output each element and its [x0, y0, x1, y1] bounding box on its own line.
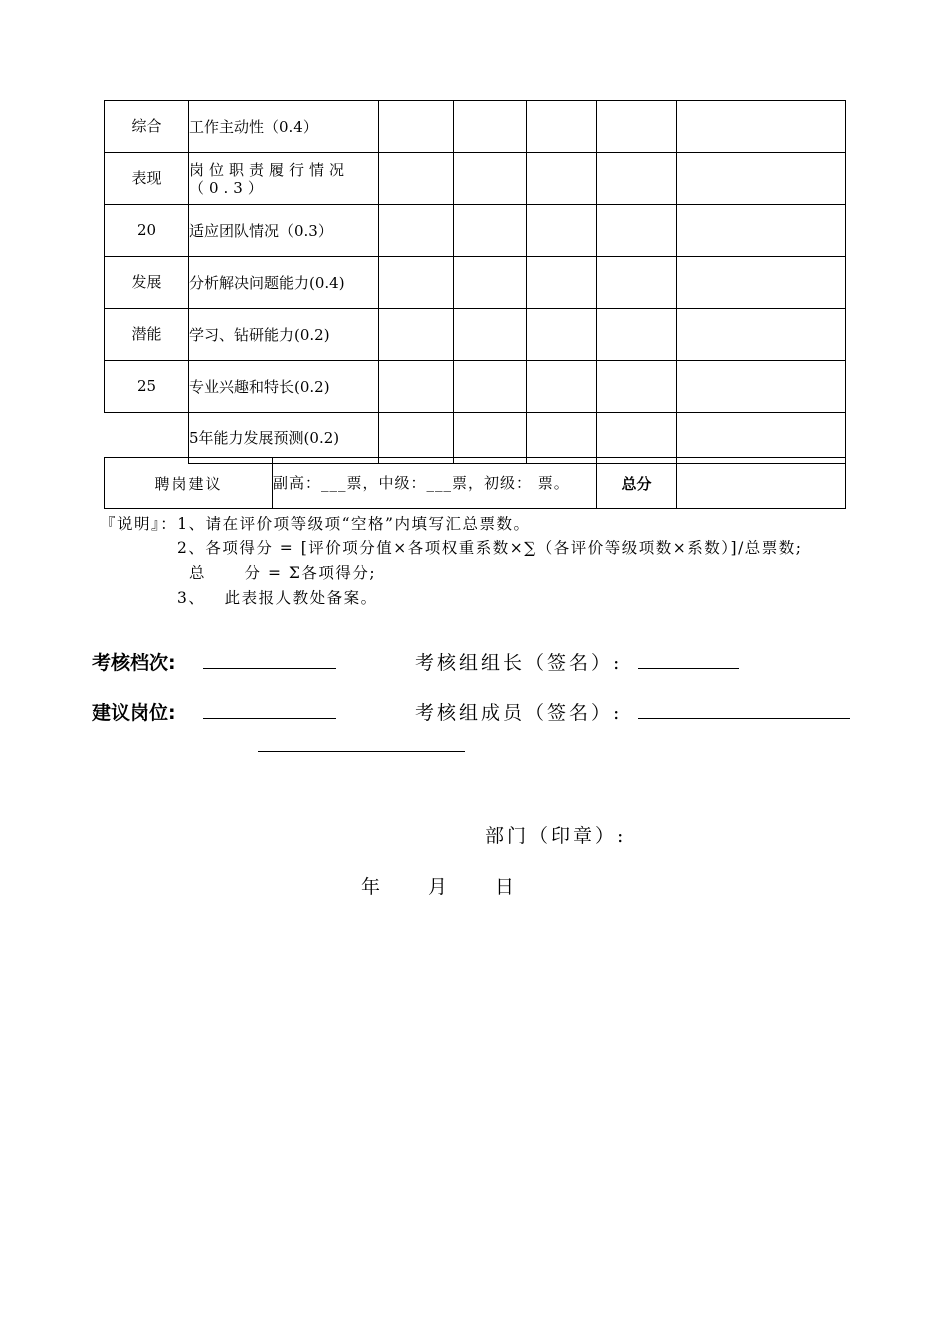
score-cell[interactable] [677, 101, 846, 153]
note-line-1: 『说明』：1、请在评价项等级项“空格”内填写汇总票数。 [100, 515, 531, 533]
member-label: 考核组成员（签名）: [415, 702, 623, 724]
category-performance-score: 20 [105, 205, 189, 257]
category-performance-line1: 综合 [105, 101, 189, 153]
score-cell[interactable] [379, 257, 454, 309]
score-cell[interactable] [379, 101, 454, 153]
recommend-text[interactable]: 副高：___票，中级：___票，初级： 票。 [273, 458, 597, 509]
note-line-2: 2、各项得分 = [评价项分值×各项权重系数×∑（各评价等级项数×系数）]/总票数; [177, 539, 803, 557]
score-cell[interactable] [527, 413, 597, 464]
item-duty-fulfillment: 岗位职责履行情况（0.3） [189, 153, 379, 205]
score-cell[interactable] [379, 153, 454, 205]
date-day: 日 [495, 876, 518, 898]
position-input-line[interactable] [203, 718, 336, 719]
grade-input-line[interactable] [203, 668, 336, 669]
score-cell[interactable] [527, 153, 597, 205]
score-cell[interactable] [527, 257, 597, 309]
leader-signature-line[interactable] [638, 668, 739, 669]
score-cell[interactable] [597, 361, 677, 413]
score-cell[interactable] [454, 309, 527, 361]
total-label: 总分 [597, 458, 677, 509]
score-cell[interactable] [597, 101, 677, 153]
score-cell[interactable] [677, 257, 846, 309]
score-cell[interactable] [597, 257, 677, 309]
note-line-3: 总 分 = Σ各项得分; [189, 564, 377, 582]
score-cell[interactable] [454, 153, 527, 205]
score-cell[interactable] [379, 205, 454, 257]
score-cell[interactable] [454, 101, 527, 153]
score-cell[interactable] [677, 361, 846, 413]
score-cell[interactable] [597, 309, 677, 361]
score-cell[interactable] [527, 361, 597, 413]
member-signature-line[interactable] [638, 718, 850, 719]
empty-cell [105, 413, 189, 464]
category-potential-line2: 潜能 [105, 309, 189, 361]
score-cell[interactable] [527, 309, 597, 361]
score-cell[interactable] [527, 205, 597, 257]
evaluation-table [104, 100, 846, 464]
score-cell[interactable] [677, 205, 846, 257]
date-year: 年 [361, 876, 384, 898]
note-line-4: 3、 此表报人教处备案。 [177, 589, 378, 607]
leader-label: 考核组组长（签名）: [415, 652, 623, 674]
score-cell[interactable] [597, 153, 677, 205]
date-month: 月 [428, 876, 451, 898]
score-cell[interactable] [454, 205, 527, 257]
item-interests: 专业兴趣和特长(0.2) [189, 361, 379, 413]
score-cell[interactable] [454, 413, 527, 464]
item-problem-solving: 分析解决问题能力(0.4) [189, 257, 379, 309]
item-learning-ability: 学习、钻研能力(0.2) [189, 309, 379, 361]
item-five-year-forecast: 5年能力发展预测(0.2) [189, 413, 379, 464]
recommend-label: 聘岗建议 [105, 458, 273, 509]
category-potential-score: 25 [105, 361, 189, 413]
recommendation-row [104, 457, 846, 509]
category-potential-line1: 发展 [105, 257, 189, 309]
dept-seal-label: 部门（印章）: [485, 825, 627, 847]
item-team-adaptation: 适应团队情况（0.3） [189, 205, 379, 257]
score-cell[interactable] [677, 309, 846, 361]
score-cell[interactable] [454, 257, 527, 309]
score-cell[interactable] [597, 205, 677, 257]
item-initiative: 工作主动性（0.4） [189, 101, 379, 153]
grade-label: 考核档次: [92, 652, 176, 674]
category-performance-line2: 表现 [105, 153, 189, 205]
position-label: 建议岗位: [92, 702, 176, 724]
score-cell[interactable] [379, 361, 454, 413]
score-cell[interactable] [597, 413, 677, 464]
score-cell[interactable] [527, 101, 597, 153]
score-cell[interactable] [454, 361, 527, 413]
total-score-cell[interactable] [677, 458, 846, 509]
score-cell[interactable] [379, 413, 454, 464]
score-cell[interactable] [677, 153, 846, 205]
score-cell[interactable] [379, 309, 454, 361]
member-signature-line-2[interactable] [258, 751, 465, 752]
score-cell[interactable] [677, 413, 846, 464]
